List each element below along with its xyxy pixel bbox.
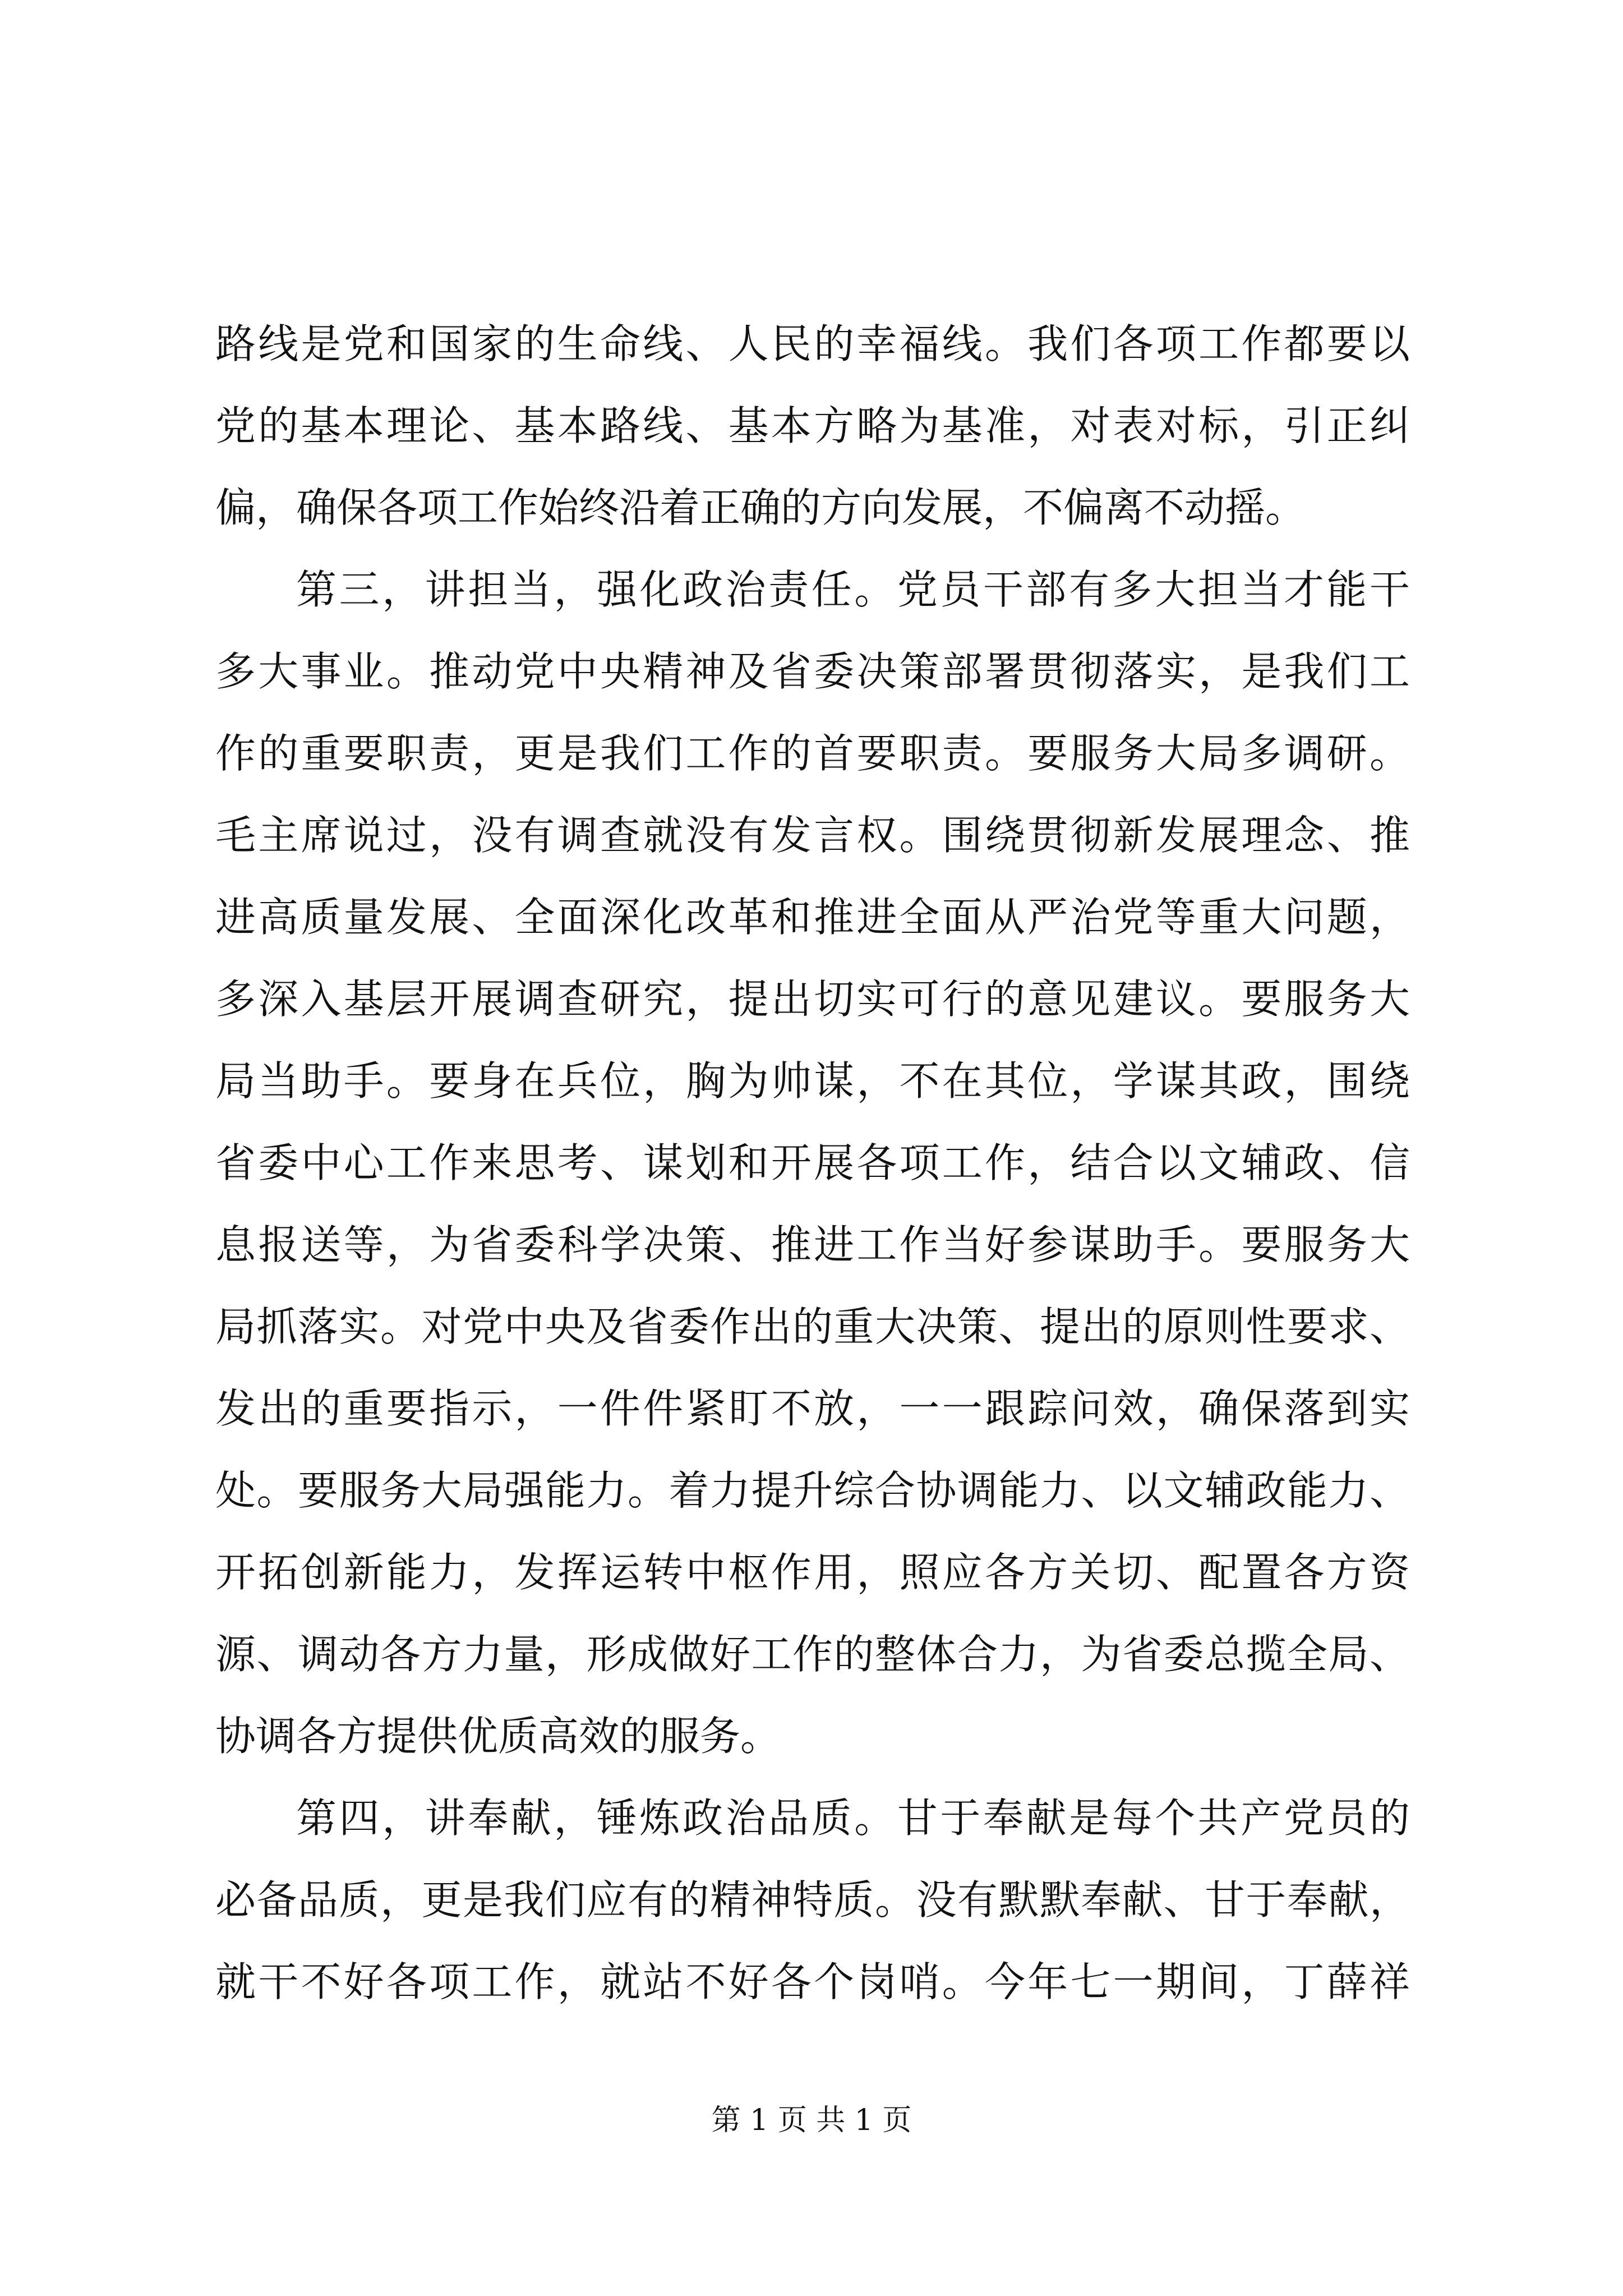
text-line: 处。要服务大局强能力。着力提升综合协调能力、以文辅政能力、 — [215, 1467, 1410, 1514]
text-line: 路线是党和国家的生命线、人民的幸福线。我们各项工作都要以 — [215, 320, 1410, 367]
text-line: 必备品质，更是我们应有的精神特质。没有默默奉献、甘于奉献， — [215, 1876, 1410, 1924]
text-line: 协调各方提供优质高效的服务。 — [215, 1713, 781, 1760]
text-line: 发出的重要指示，一件件紧盯不放，一一跟踪问效，确保落到实 — [215, 1385, 1410, 1432]
text-line: 毛主席说过，没有调查就没有发言权。围绕贯彻新发展理念、推 — [215, 812, 1410, 859]
text-line: 多大事业。推动党中央精神及省委决策部署贯彻落实，是我们工 — [215, 648, 1410, 695]
text-line: 省委中心工作来思考、谋划和开展各项工作，结合以文辅政、信 — [215, 1139, 1410, 1186]
text-line: 局当助手。要身在兵位，胸为帅谋，不在其位，学谋其政，围绕 — [215, 1057, 1410, 1105]
text-line: 局抓落实。对党中央及省委作出的重大决策、提出的原则性要求、 — [215, 1303, 1410, 1350]
text-line: 偏，确保各项工作始终沿着正确的方向发展，不偏离不动摇。 — [215, 484, 1306, 531]
text-line: 第三，讲担当，强化政治责任。党员干部有多大担当才能干 — [296, 566, 1410, 613]
text-line: 进高质量发展、全面深化改革和推进全面从严治党等重大问题， — [215, 894, 1410, 941]
text-line: 就干不好各项工作，就站不好各个岗哨。今年七一期间，丁薛祥 — [215, 1958, 1410, 2005]
text-line: 源、调动各方力量，形成做好工作的整体合力，为省委总揽全局、 — [215, 1631, 1410, 1678]
text-line: 息报送等，为省委科学决策、推进工作当好参谋助手。要服务大 — [215, 1221, 1410, 1268]
text-line: 开拓创新能力，发挥运转中枢作用，照应各方关切、配置各方资 — [215, 1549, 1410, 1596]
text-line: 多深入基层开展调查研究，提出切实可行的意见建议。要服务大 — [215, 976, 1410, 1023]
text-line: 党的基本理论、基本路线、基本方略为基准，对表对标，引正纠 — [215, 402, 1410, 449]
page-footer: 第 1 页 共 1 页 — [711, 2104, 912, 2137]
text-line: 作的重要职责，更是我们工作的首要职责。要服务大局多调研。 — [215, 730, 1410, 777]
text-line: 第四，讲奉献，锤炼政治品质。甘于奉献是每个共产党员的 — [296, 1795, 1410, 1842]
document-body — [215, 303, 1410, 2023]
